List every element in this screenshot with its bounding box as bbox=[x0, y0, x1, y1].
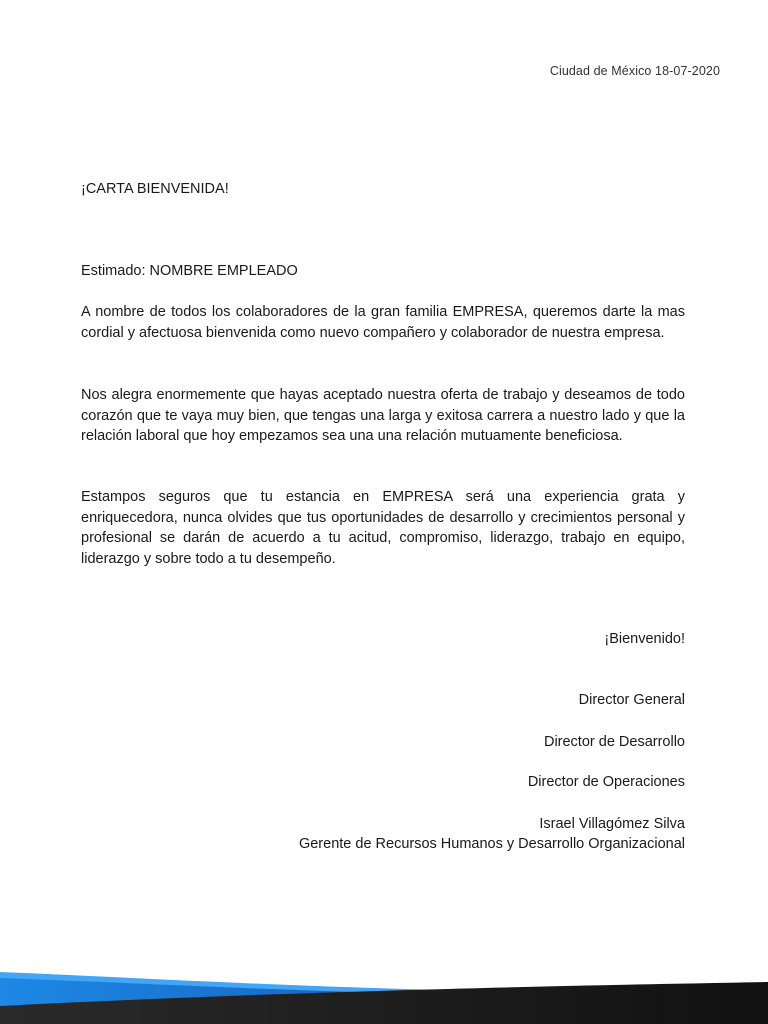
paragraph-3: Estampos seguros que tu estancia en EMPRESA será una experiencia grata y enriquecedora, nunca olvides que tus oportunidades de desarrollo y crecimientos personal y profesional se darán de acuerdo a tu acitud, compromiso, liderazgo, trabajo en equipo, liderazgo y sobre todo a tu desempeño. bbox=[81, 489, 685, 567]
closing-welcome: ¡Bienvenido! bbox=[604, 631, 685, 647]
paragraph-2: Nos alegra enormemente que hayas aceptado nuestra oferta de trabajo y deseamos de todo corazón que te vaya muy bien, que tengas una larga y exitosa carrera a nuestro lado y que la relación laboral que hoy empezamos sea una una relación mutuamente beneficiosa. bbox=[81, 387, 685, 444]
signature-director-general: Director General bbox=[578, 692, 685, 708]
signature-director-operaciones: Director de Operaciones bbox=[527, 774, 685, 790]
footer-wave-decoration bbox=[0, 934, 768, 1024]
signature-director-desarrollo: Director de Desarrollo bbox=[543, 734, 685, 750]
signature-name: Israel Villagómez Silva bbox=[539, 816, 685, 832]
letter-title: ¡CARTA BIENVENIDA! bbox=[81, 181, 229, 197]
greeting: Estimado: NOMBRE EMPLEADO bbox=[81, 263, 298, 279]
date-line: Ciudad de México 18-07-2020 bbox=[549, 64, 720, 78]
signature-role: Gerente de Recursos Humanos y Desarrollo Organizacional bbox=[298, 836, 685, 852]
paragraph-1: A nombre de todos los colaboradores de la gran familia EMPRESA, queremos darte la mas cordial y afectuosa bienvenida como nuevo compañero y colaborador de nuestra empresa. bbox=[81, 304, 685, 341]
